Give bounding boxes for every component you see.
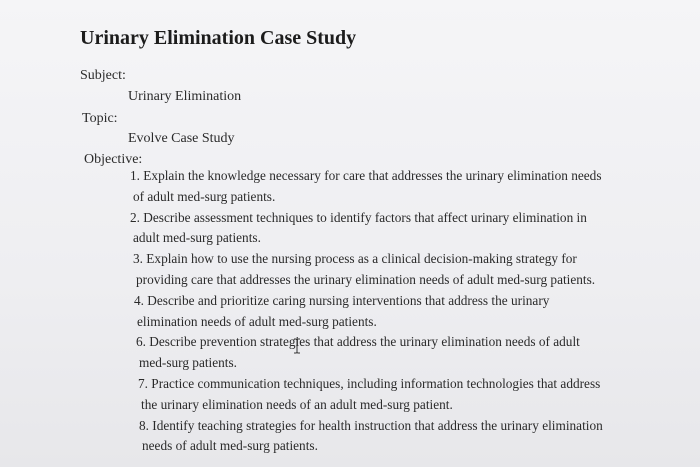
objective-line: providing care that addresses the urinary elimination needs of adult med-surg patients.: [136, 271, 596, 287]
topic-value: Evolve Case Study: [128, 131, 235, 146]
objective-item: [130, 416, 678, 458]
objective-line: 4. Describe and prioritize caring nursing interventions that address the urinary: [134, 292, 550, 308]
objective-line: 3. Explain how to use the nursing process as a clinical decision-making strategy for: [133, 251, 577, 267]
objective-line: med-surg patients.: [139, 355, 237, 371]
objective-line: the urinary elimination needs of an adult med-surg patient.: [141, 396, 453, 412]
subject-label: Subject:: [80, 68, 126, 83]
objective-line: elimination needs of adult med-surg patients.: [137, 313, 377, 329]
objective-label: Objective:: [84, 152, 143, 167]
objective-line: adult med-surg patients.: [133, 230, 261, 246]
subject-value: Urinary Elimination: [128, 89, 242, 104]
objective-line: 8. Identify teaching strategies for health instruction that address the urinary elimination: [139, 417, 603, 433]
objective-item: [130, 166, 678, 208]
objective-line: 7. Practice communication techniques, including information technologies that address: [138, 375, 601, 391]
objective-line: 6. Describe prevention strategies that address the urinary elimination needs of adult: [136, 334, 580, 350]
objectives-list: [130, 166, 678, 457]
objective-line: 1. Explain the knowledge necessary for care that addresses the urinary elimination needs: [130, 168, 602, 183]
objective-item: [130, 249, 678, 291]
objective-line: of adult med-surg patients.: [133, 188, 276, 204]
topic-label: Topic:: [82, 111, 118, 126]
objective-item: [130, 374, 678, 416]
objective-line: needs of adult med-surg patients.: [142, 438, 318, 454]
objective-item: [130, 332, 678, 374]
document-title: Urinary Elimination Case Study: [80, 27, 357, 49]
objective-item: [130, 208, 678, 250]
objective-line: 2. Describe assessment techniques to identify factors that affect urinary elimination in: [130, 209, 587, 225]
objective-item: [130, 291, 678, 333]
text-cursor-icon: [292, 338, 302, 354]
